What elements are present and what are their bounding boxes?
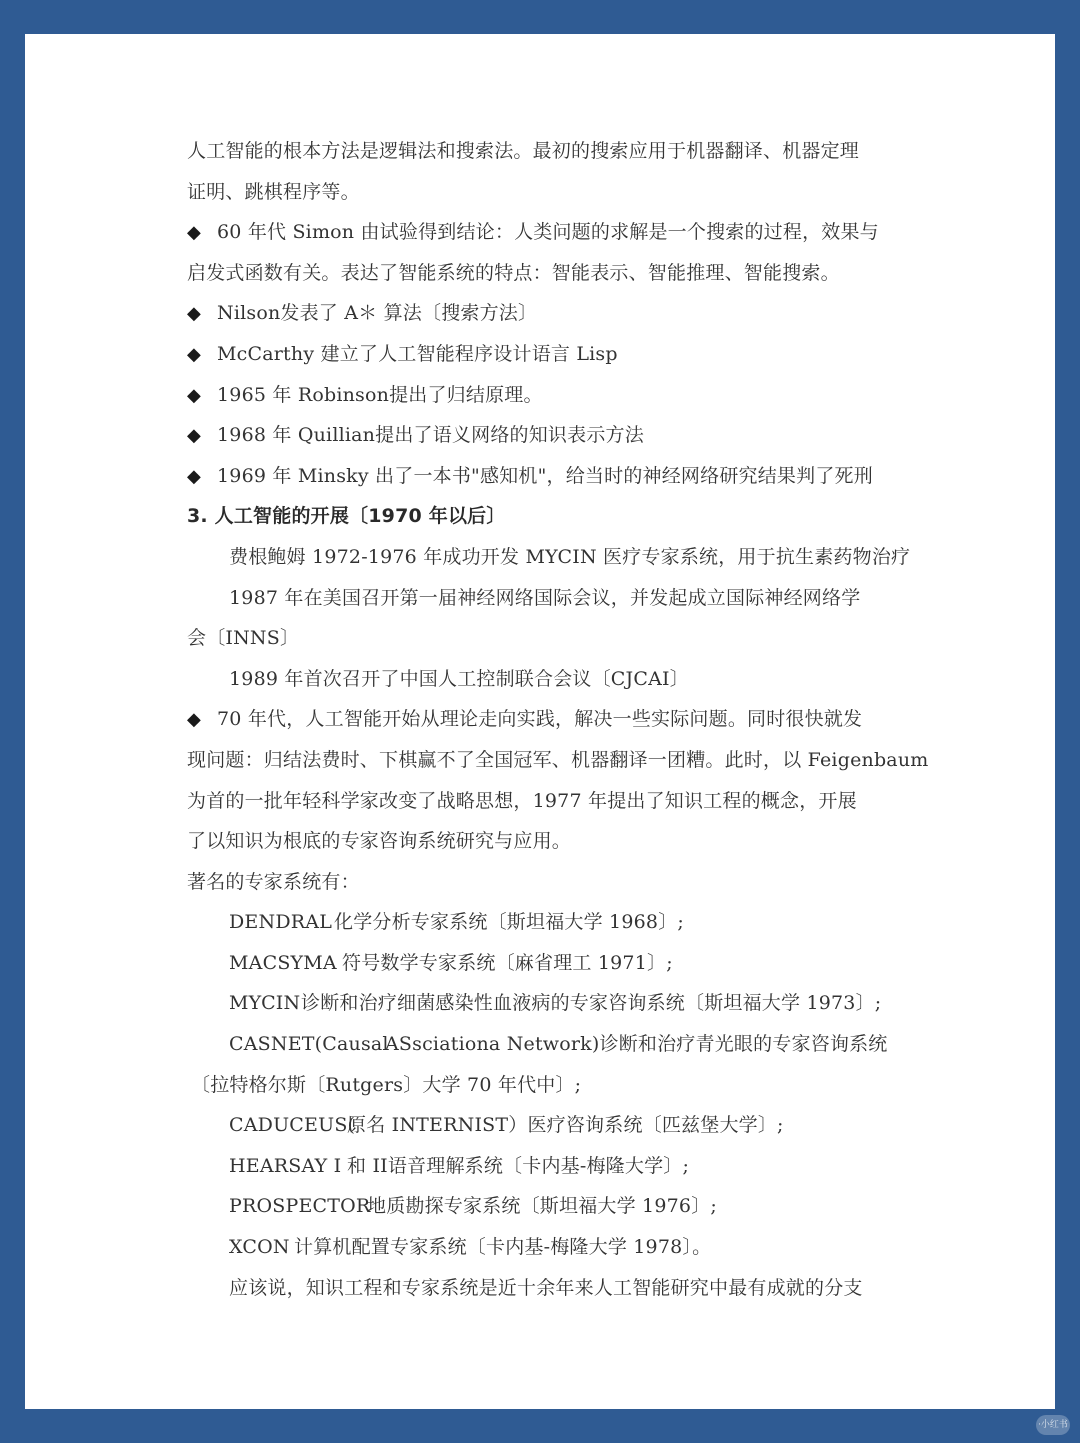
diamond-bullet-icon: ◆ (187, 384, 202, 406)
diamond-bullet-icon: ◆ (187, 343, 202, 365)
diamond-bullet-icon: ◆ (187, 303, 202, 325)
bullet-item-4-text: 1965 年 Robinson提出了归结原理。 (217, 383, 543, 406)
bullet-item-7-line-3: 为首的一批年轻科学家改变了战略思想，1977 年提出了知识工程的概念，开展 (187, 789, 857, 812)
expert-system-casnet-line-2: 〔拉特格尔斯〔Rutgers〕大学 70 年代中〕; (191, 1073, 582, 1096)
bullet-item-6-text: 1969 年 Minsky 出了一本书"感知机"，给当时的神经网络研究结果判了死刑 (217, 464, 873, 487)
expert-system-dendral (187, 902, 917, 943)
bullet-item-3 (187, 334, 917, 375)
diamond-bullet-icon: ◆ (187, 465, 202, 487)
expert-system-xcon (187, 1227, 917, 1268)
system-name: DENDRAL (229, 911, 333, 934)
expert-systems-intro: 著名的专家系统有： (187, 870, 360, 893)
bullet-item-7-line-2: 现问题：归结法费时、下棋赢不了全国冠军、机器翻译一团糟。此时，以 Feigenbaum (187, 748, 929, 771)
expert-system-mycin (187, 983, 917, 1024)
intro-line-1: 人工智能的根本方法是逻辑法和搜索法。最初的搜索应用于机器翻译、机器定理 (187, 140, 860, 162)
section-3-heading: 3. 人工智能的开展〔1970 年以后〕 (187, 505, 506, 528)
system-description: 和 II语音理解系统〔卡内基-梅隆大学〕; (347, 1154, 690, 1177)
diamond-bullet-icon: ◆ (187, 709, 202, 731)
bullet-item-1 (187, 212, 917, 253)
expert-system-caduceus (187, 1105, 917, 1146)
paragraph-1989: 1989 年首次召开了中国人工控制联合会议〔CJCAI〕 (229, 667, 689, 690)
system-name: MYCIN (229, 992, 301, 1015)
system-name: XCON (229, 1236, 290, 1259)
bullet-item-5-text: 1968 年 Quillian提出了语义网络的知识表示方法 (217, 424, 644, 447)
bullet-item-2-text: Nilson发表了 A＊ 算法〔搜索方法〕 (217, 302, 538, 325)
system-description: 地质勘探专家系统〔斯坦福大学 1976〕; (367, 1195, 717, 1218)
expert-system-prospector (187, 1186, 917, 1227)
paragraph-1987-line-2: 会〔INNS〕 (187, 627, 300, 650)
bullet-item-6 (187, 456, 917, 497)
bullet-item-7-line-4: 了以知识为根底的专家咨询系统研究与应用。 (187, 830, 572, 853)
expert-system-macsyma (187, 943, 917, 984)
bullet-item-5 (187, 415, 917, 456)
system-name: HEARSAY Ⅰ (229, 1154, 342, 1177)
bullet-item-7-text: 70 年代，人工智能开始从理论走向实践，解决一些实际问题。同时很快就发 (217, 708, 863, 731)
system-description: 符号数学专家系统〔麻省理工 1971〕; (342, 951, 673, 974)
document-page (25, 34, 1055, 1409)
system-description: 诊断和治疗细菌感染性血液病的专家咨询系统〔斯坦福大学 1973〕; (301, 992, 882, 1015)
document-body (187, 131, 929, 1308)
system-name: CASNET(Causal (229, 1033, 389, 1056)
bullet-item-1-continuation: 启发式函数有关。表达了智能系统的特点：智能表示、智能推理、智能搜索。 (187, 261, 840, 284)
intro-line-2: 证明、跳棋程序等。 (187, 180, 360, 203)
expert-system-casnet (187, 1024, 917, 1065)
closing-paragraph: 应该说，知识工程和专家系统是近十余年来人工智能研究中最有成就的分支 (229, 1276, 863, 1299)
bullet-item-1-text: 60 年代 Simon 由试验得到结论：人类问题的求解是一个搜索的过程，效果与 (217, 221, 879, 244)
system-description: 计算机配置专家系统〔卡内基-梅隆大学 1978〕。 (294, 1236, 712, 1259)
system-name: PROSPECTOR (229, 1195, 371, 1218)
bullet-item-4 (187, 375, 917, 416)
system-description: 原名 INTERNIST）医疗咨询系统〔匹兹堡大学〕; (347, 1114, 784, 1137)
paragraph-1987-line-1: 1987 年在美国召开第一届神经网络国际会议，并发起成立国际神经网络学 (229, 586, 861, 609)
bullet-item-7 (187, 699, 917, 740)
paragraph-mycin: 费根鲍姆 1972-1976 年成功开发 MYCIN 医疗专家系统，用于抗生素药物治疗 (229, 545, 911, 568)
watermark-logo: ·小红书 (1036, 1415, 1070, 1435)
system-name: CADUCEUS( (229, 1114, 356, 1137)
diamond-bullet-icon: ◆ (187, 222, 202, 244)
system-description: ASsciationa Network)诊断和治疗青光眼的专家咨询系统 (385, 1033, 888, 1056)
system-name: MACSYMA (229, 951, 337, 974)
diamond-bullet-icon: ◆ (187, 425, 202, 447)
system-description: 化学分析专家系统〔斯坦福大学 1968〕; (334, 911, 684, 934)
expert-system-hearsay (187, 1146, 917, 1187)
bullet-item-3-text: McCarthy 建立了人工智能程序设计语言 Lisp (217, 342, 618, 365)
bullet-item-2 (187, 293, 917, 334)
